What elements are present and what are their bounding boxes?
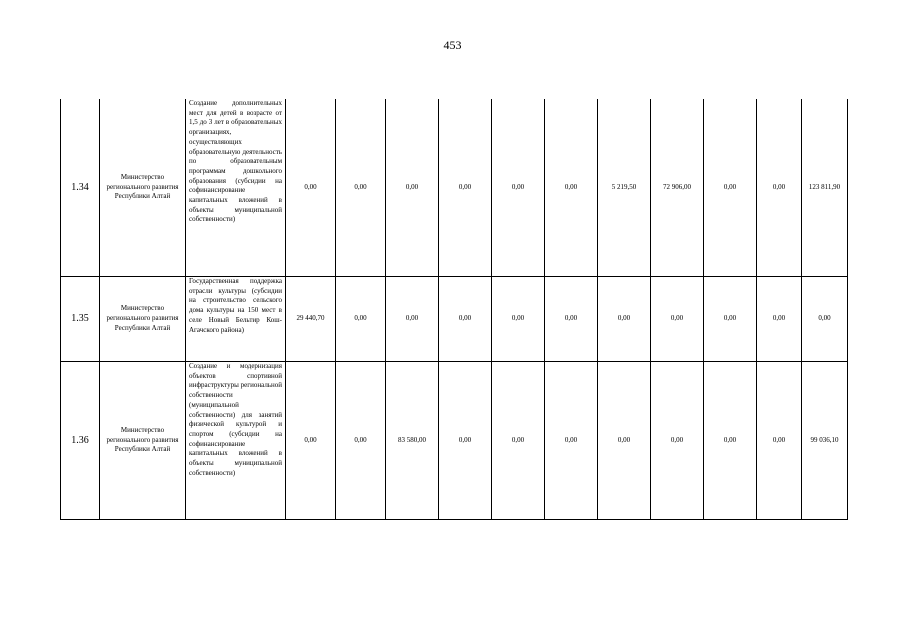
value-cell: 0,00 xyxy=(545,277,598,362)
value-cell: 0,00 xyxy=(545,362,598,520)
value-cell: 0,00 xyxy=(598,362,651,520)
value-cell: 0,00 xyxy=(336,99,386,277)
description-cell: Государственная поддержка отрасли культуры (субсидии на строительство сельского дома культуры на 150 мест в селе Новый Бельтир Кош-Агачского района) xyxy=(186,277,286,362)
value-cell: 99 036,10 xyxy=(802,362,848,520)
table-row xyxy=(61,99,848,277)
table-row xyxy=(61,277,848,362)
value-cell: 0,00 xyxy=(286,362,336,520)
value-cell: 72 906,00 xyxy=(651,99,704,277)
value-cell: 0,00 xyxy=(439,99,492,277)
description-cell: Создание и модернизация объектов спортивной инфраструктуры региональной собственности (муниципальной собственности) для занятий физической культурой и спортом (субсидии на софинансирование капитальных вложений в объекты муниципальной собственности) xyxy=(186,362,286,520)
budget-table xyxy=(60,99,848,520)
value-cell: 0,00 xyxy=(651,277,704,362)
value-cell: 0,00 xyxy=(757,362,802,520)
value-cell: 123 811,90 xyxy=(802,99,848,277)
value-cell: 0,00 xyxy=(492,362,545,520)
table-row xyxy=(61,362,848,520)
value-cell: 0,00 xyxy=(757,277,802,362)
row-number: 1.36 xyxy=(61,362,100,520)
page-number: 453 xyxy=(443,38,462,52)
value-cell: 0,00 xyxy=(386,99,439,277)
value-cell: 29 440,70 xyxy=(286,277,336,362)
organization-cell: Министерство регионального развития Республики Алтай xyxy=(100,99,186,277)
organization-cell: Министерство регионального развития Республики Алтай xyxy=(100,362,186,520)
value-cell: 0,00 xyxy=(439,277,492,362)
value-cell: 0,00 xyxy=(598,277,651,362)
value-cell: 0,00 xyxy=(704,277,757,362)
value-cell: 0,00 xyxy=(336,277,386,362)
value-cell: 0,00 xyxy=(286,99,336,277)
value-cell: 0,00 xyxy=(651,362,704,520)
row-number: 1.35 xyxy=(61,277,100,362)
row-number: 1.34 xyxy=(61,99,100,277)
value-cell: 0,00 xyxy=(545,99,598,277)
value-cell: 0,00 xyxy=(492,99,545,277)
value-cell: 0,00 xyxy=(704,99,757,277)
value-cell: 0,00 xyxy=(704,362,757,520)
value-cell: 0,00 xyxy=(492,277,545,362)
organization-cell: Министерство регионального развития Республики Алтай xyxy=(100,277,186,362)
value-cell: 83 580,00 xyxy=(386,362,439,520)
value-cell: 0,00 xyxy=(439,362,492,520)
value-cell: 0,00 xyxy=(757,99,802,277)
value-cell: 0,00 xyxy=(802,277,848,362)
value-cell: 0,00 xyxy=(336,362,386,520)
description-cell: Создание дополнительных мест для детей в возрасте от 1,5 до 3 лет в образовательных организациях, осуществляющих образовательную деятельность по образовательным программам дошкольного образования (субсидии на софинансирование капитальных вложений в объекты муниципальной собственности) xyxy=(186,99,286,277)
value-cell: 0,00 xyxy=(386,277,439,362)
value-cell: 5 219,50 xyxy=(598,99,651,277)
